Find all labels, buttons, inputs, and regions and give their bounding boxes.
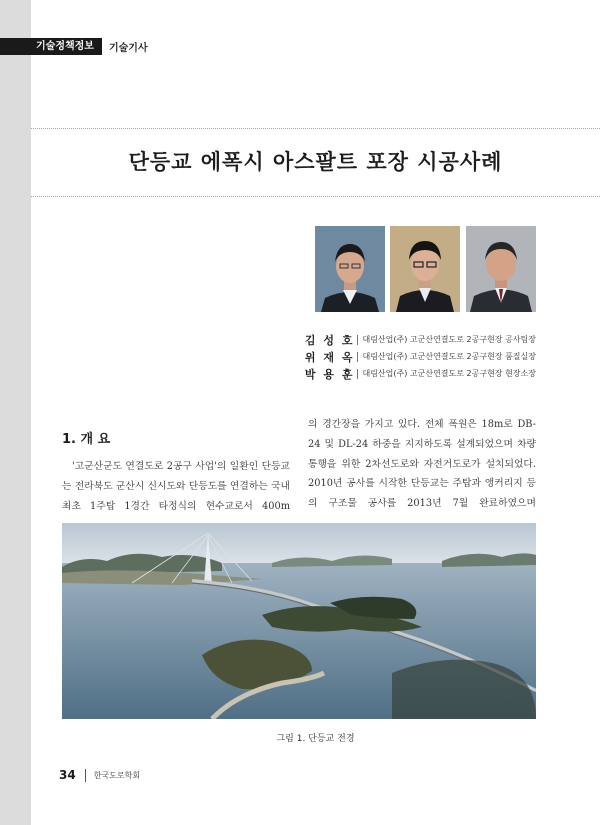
journal-name: 한국도로학회 <box>93 770 141 780</box>
author-separator <box>357 352 358 362</box>
author-photo-1 <box>315 226 385 312</box>
author-photo-3 <box>466 226 536 312</box>
body-paragraph-right: 의 경간장을 가지고 있다. 전체 폭원은 18m로 DB-24 및 DL-24 하중을 지지하도록 설계되었으며 차량통행을 위한 2차선도로와 자전거도로가 설치되었다. 2010년 공사를 시작한 단등교는 주탑과 앵커리지 등의 구조물 공사를 2013년 7월 완료하였으며 <box>308 419 536 510</box>
author-row <box>240 331 536 348</box>
author-separator <box>357 335 358 345</box>
author-photo-2 <box>390 226 460 312</box>
author-separator <box>357 369 358 379</box>
footer-separator <box>85 769 86 782</box>
author-name: 박 용 훈 <box>304 367 355 381</box>
body-paragraph-left: '고군산군도 연결도로 2공구 사업'의 일환인 단등교는 전라북도 군산시 신시도와 단등도를 연결하는 국내 최초 1주탑 1경간 타정식의 현수교로서 400m <box>62 461 290 512</box>
author-affiliation: 대림산업(주) 고군산연결도로 2공구현장 현장소장 <box>362 369 536 378</box>
author-row <box>240 365 536 382</box>
author-name: 위 재 옥 <box>304 350 355 364</box>
article-title: 단등교 에폭시 아스팔트 포장 시공사례 <box>128 150 503 174</box>
bridge-photo <box>62 523 536 719</box>
section-header <box>0 38 148 55</box>
page-number: 34 <box>59 768 76 782</box>
author-name: 김 성 호 <box>304 333 355 347</box>
section-subtitle: 기술기사 <box>108 43 148 54</box>
dotted-divider-bottom <box>31 196 600 197</box>
figure-caption: 그림 1. 단등교 전경 <box>276 734 355 744</box>
author-row <box>240 348 536 365</box>
page-footer <box>59 768 140 782</box>
section-heading: 1. 개 요 <box>62 432 111 447</box>
author-affiliation: 대림산업(주) 고군산연결도로 2공구현장 품질실장 <box>362 352 536 361</box>
author-list <box>240 331 536 382</box>
author-affiliation: 대림산업(주) 고군산연결도로 2공구현장 공사팀장 <box>362 335 536 344</box>
side-strip <box>0 0 31 825</box>
section-tag: 기술정책정보 <box>0 38 102 55</box>
dotted-divider-top <box>31 128 600 129</box>
